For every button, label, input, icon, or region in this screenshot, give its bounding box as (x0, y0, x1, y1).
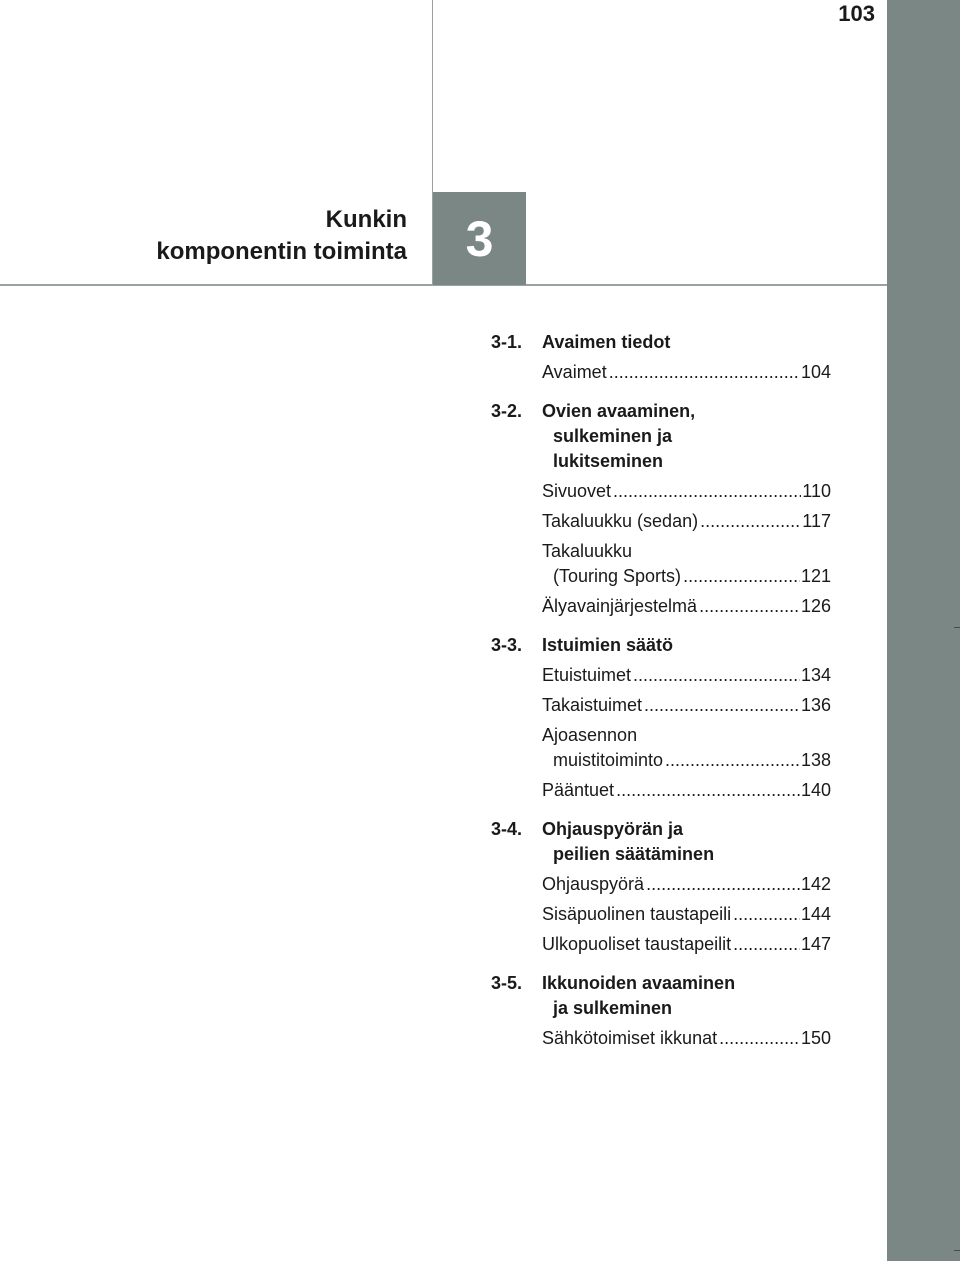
toc-section-number: 3-3. (491, 635, 523, 655)
toc-entry-title: Älyavainjärjestelmä (542, 596, 698, 616)
dot-leader (633, 663, 800, 688)
toc-entry-line (542, 872, 831, 897)
toc-section-number: 3-2. (491, 401, 523, 421)
dot-leader (609, 360, 800, 385)
crop-mark (954, 1250, 960, 1251)
toc-entry-line (542, 360, 831, 385)
toc-entry-page: 150 (800, 1028, 831, 1048)
toc-entry-title: Takaluukku (542, 541, 633, 561)
toc-section (491, 399, 831, 619)
toc-entry-line (542, 564, 831, 589)
toc-entry-title: muistitoiminto (553, 750, 664, 770)
toc-section-heading[interactable] (491, 399, 831, 474)
toc-entry-title: Ulkopuoliset taustapeilit (542, 934, 732, 954)
page-number: 103 (838, 1, 875, 26)
chapter-number-box: 3 (433, 192, 526, 285)
toc-section-number: 3-5. (491, 973, 523, 993)
toc-entry[interactable] (542, 509, 831, 534)
toc-entry-page: 126 (800, 596, 831, 616)
toc-entry-title: Sisäpuolinen taustapeili (542, 904, 732, 924)
toc-entry-title: Sivuovet (542, 481, 612, 501)
dot-leader (699, 594, 800, 619)
toc-entry-title: Avaimet (542, 362, 607, 382)
toc-section-title-line: lukitseminen (553, 451, 664, 471)
toc-section-title-line: peilien säätäminen (553, 844, 715, 864)
toc-section-title (542, 971, 831, 1021)
chapter-title-line: komponentin toiminta (156, 238, 407, 265)
toc-entry[interactable] (542, 778, 831, 803)
crop-mark (954, 627, 960, 628)
dot-leader (683, 564, 800, 589)
toc-entry-line (542, 539, 831, 564)
toc-entry[interactable] (542, 479, 831, 504)
dot-leader (644, 693, 800, 718)
toc-entry-page: 144 (800, 904, 831, 924)
toc-entry-line (542, 723, 831, 748)
toc-section-heading[interactable] (491, 633, 831, 658)
dot-leader (700, 509, 801, 534)
toc-entry[interactable] (542, 594, 831, 619)
toc-entry-line (542, 748, 831, 773)
toc-entry-title: (Touring Sports) (553, 566, 682, 586)
table-of-contents (491, 330, 831, 1065)
dot-leader (665, 748, 800, 773)
toc-entry[interactable] (542, 872, 831, 897)
toc-entry-line (542, 778, 831, 803)
toc-section-title (542, 330, 831, 355)
toc-entry[interactable] (542, 693, 831, 718)
toc-section-title-line: sulkeminen ja (553, 426, 673, 446)
chapter-title-line: Kunkin (325, 206, 407, 233)
toc-section-title-line: Ohjauspyörän ja (542, 819, 684, 839)
chapter-side-tab (887, 0, 960, 1261)
toc-entry-page: 121 (800, 566, 831, 586)
toc-section (491, 817, 831, 957)
dot-leader (733, 932, 800, 957)
toc-section-title-line: Istuimien säätö (542, 635, 674, 655)
toc-entry[interactable] (542, 723, 831, 773)
toc-entry-title: Ajoasennon (542, 725, 638, 745)
dot-leader (733, 902, 800, 927)
toc-entry-page: 110 (802, 481, 831, 501)
toc-section (491, 971, 831, 1051)
toc-section-title (542, 399, 831, 474)
toc-entry-line (542, 932, 831, 957)
toc-entry-page: 104 (800, 362, 831, 382)
toc-section-title-line: Avaimen tiedot (542, 332, 671, 352)
toc-entry-line (542, 1026, 831, 1051)
toc-entry[interactable] (542, 360, 831, 385)
toc-section-heading[interactable] (491, 330, 831, 355)
toc-entry-page: 147 (800, 934, 831, 954)
toc-entry-title: Ohjauspyörä (542, 874, 645, 894)
toc-entry-page: 142 (800, 874, 831, 894)
toc-entry-title: Takaluukku (sedan) (542, 511, 699, 531)
toc-section-number: 3-1. (491, 332, 523, 352)
toc-entry-title: Pääntuet (542, 780, 615, 800)
dot-leader (613, 479, 801, 504)
toc-entry-line (542, 693, 831, 718)
toc-section (491, 633, 831, 803)
toc-entry-page: 136 (800, 695, 831, 715)
toc-entry-page: 117 (802, 511, 831, 531)
toc-entry-line (542, 509, 831, 534)
toc-entry[interactable] (542, 932, 831, 957)
toc-entry-title: Etuistuimet (542, 665, 632, 685)
dot-leader (616, 778, 800, 803)
toc-entry-line (542, 663, 831, 688)
toc-entry-page: 134 (800, 665, 831, 685)
chapter-title (156, 204, 407, 268)
toc-section (491, 330, 831, 385)
toc-section-title-line: Ovien avaaminen, (542, 401, 696, 421)
toc-section-title-line: ja sulkeminen (553, 998, 673, 1018)
dot-leader (719, 1026, 800, 1051)
toc-entry[interactable] (542, 1026, 831, 1051)
toc-section-title (542, 633, 831, 658)
toc-entry[interactable] (542, 902, 831, 927)
dot-leader (646, 872, 800, 897)
toc-section-heading[interactable] (491, 817, 831, 867)
toc-entry-line (542, 479, 831, 504)
toc-entry-page: 138 (800, 750, 831, 770)
toc-entry-line (542, 902, 831, 927)
toc-section-number: 3-4. (491, 819, 523, 839)
toc-section-title (542, 817, 831, 867)
toc-entry-title: Takaistuimet (542, 695, 643, 715)
toc-entry-page: 140 (800, 780, 831, 800)
toc-entry[interactable] (542, 663, 831, 688)
toc-entry-title: Sähkötoimiset ikkunat (542, 1028, 718, 1048)
toc-section-heading[interactable] (491, 971, 831, 1021)
toc-section-title-line: Ikkunoiden avaaminen (542, 973, 736, 993)
toc-entry[interactable] (542, 539, 831, 589)
toc-entry-line (542, 594, 831, 619)
